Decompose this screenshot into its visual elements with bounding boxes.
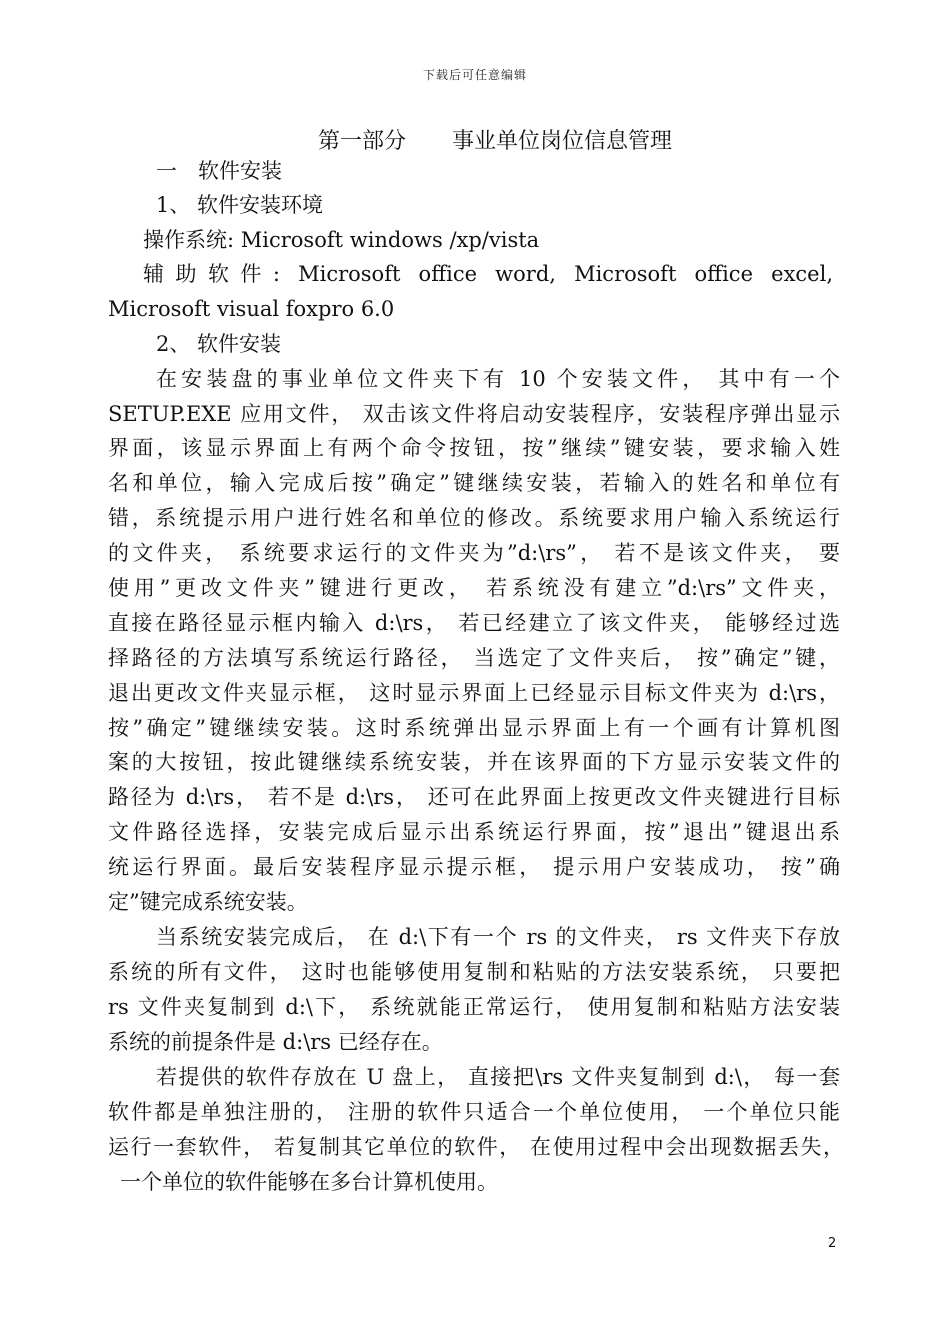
paragraph-line: 择路径的方法填写系统运行路径， 当选定了文件夹后， 按”确定”键， (108, 646, 840, 670)
paragraph-line: 的文件夹， 系统要求运行的文件夹为”d:\rs”， 若不是该文件夹， 要 (108, 541, 840, 565)
paragraph-line: 名和单位，输入完成后按”确定”键继续安装，若输入的姓名和单位有 (108, 471, 840, 495)
paragraph-line: 界面，该显示界面上有两个命令按钮，按”继续”键安装，要求输入姓 (108, 436, 840, 460)
paragraph-line: 统运行界面。最后安装程序显示提示框， 提示用户安装成功， 按”确 (108, 855, 840, 879)
paragraph-line: 直接在路径显示框内输入 d:\rs， 若已经建立了该文件夹， 能够经过选 (108, 611, 840, 635)
paragraph-line: 若提供的软件存放在 U 盘上， 直接把\rs 文件夹复制到 d:\， 每一套 (156, 1065, 840, 1089)
paragraph-line: 在安装盘的事业单位文件夹下有 10 个安装文件， 其中有一个 (156, 367, 840, 391)
paragraph-line: SETUP.EXE 应用文件， 双击该文件将启动安装程序，安装程序弹出显示 (108, 402, 840, 426)
paragraph-line: 使用”更改文件夹”键进行更改， 若系统没有建立”d:\rs”文件夹， (108, 576, 840, 600)
aux-software-line: 辅助软件: Microsoft office word, Microsoft office excel, (143, 262, 833, 286)
paragraph-line: 运行一套软件， 若复制其它单位的软件， 在使用过程中会出现数据丢失， (108, 1135, 844, 1159)
paragraph-line: rs 文件夹复制到 d:\下， 系统就能正常运行， 使用复制和粘贴方法安装 (108, 995, 840, 1019)
paragraph-line: 文件路径选择，安装完成后显示出系统运行界面，按”退出”键退出系 (108, 820, 840, 844)
page-number: 2 (828, 1236, 837, 1251)
title-name: 事业单位岗位信息管理 (452, 129, 673, 154)
paragraph-line: 路径为 d:\rs， 若不是 d:\rs， 还可在此界面上按更改文件夹键进行目标 (108, 785, 840, 809)
header-note: 下载后可任意编辑 (422, 68, 527, 82)
paragraph-line: 一个单位的软件能够在多台计算机使用。 (120, 1170, 498, 1194)
paragraph-line: 定”键完成系统安装。 (108, 890, 308, 914)
paragraph-line: 按”确定”键继续安装。这时系统弹出显示界面上有一个画有计算机图 (108, 716, 840, 740)
paragraph-line: 当系统安装完成后， 在 d:\下有一个 rs 的文件夹， rs 文件夹下存放 (156, 925, 840, 949)
section-heading-install: 一 软件安装 (156, 159, 282, 183)
paragraph-line: 案的大按钮，按此键继续系统安装，并在该界面的下方显示安装文件的 (108, 750, 840, 774)
paragraph-line: 系统的前提条件是 d:\rs 已经存在。 (108, 1030, 443, 1054)
document-title (0, 124, 950, 155)
os-line: 操作系统: Microsoft windows /xp/vista (143, 228, 540, 252)
subsection-install: 2、 软件安装 (156, 332, 282, 356)
subsection-environment: 1、 软件安装环境 (156, 193, 324, 217)
title-part: 第一部分 (317, 129, 406, 154)
paragraph-line: 退出更改文件夹显示框， 这时显示界面上已经显示目标文件夹为 d:\rs， (108, 681, 840, 705)
paragraph-line: 软件都是单独注册的， 注册的软件只适合一个单位使用， 一个单位只能 (108, 1100, 840, 1124)
paragraph-line: 系统的所有文件， 这时也能够使用复制和粘贴的方法安装系统， 只要把 (108, 960, 840, 984)
aux-software-line-2: Microsoft visual foxpro 6.0 (108, 297, 395, 321)
paragraph-line: 错，系统提示用户进行姓名和单位的修改。系统要求用户输入系统运行 (108, 506, 840, 530)
